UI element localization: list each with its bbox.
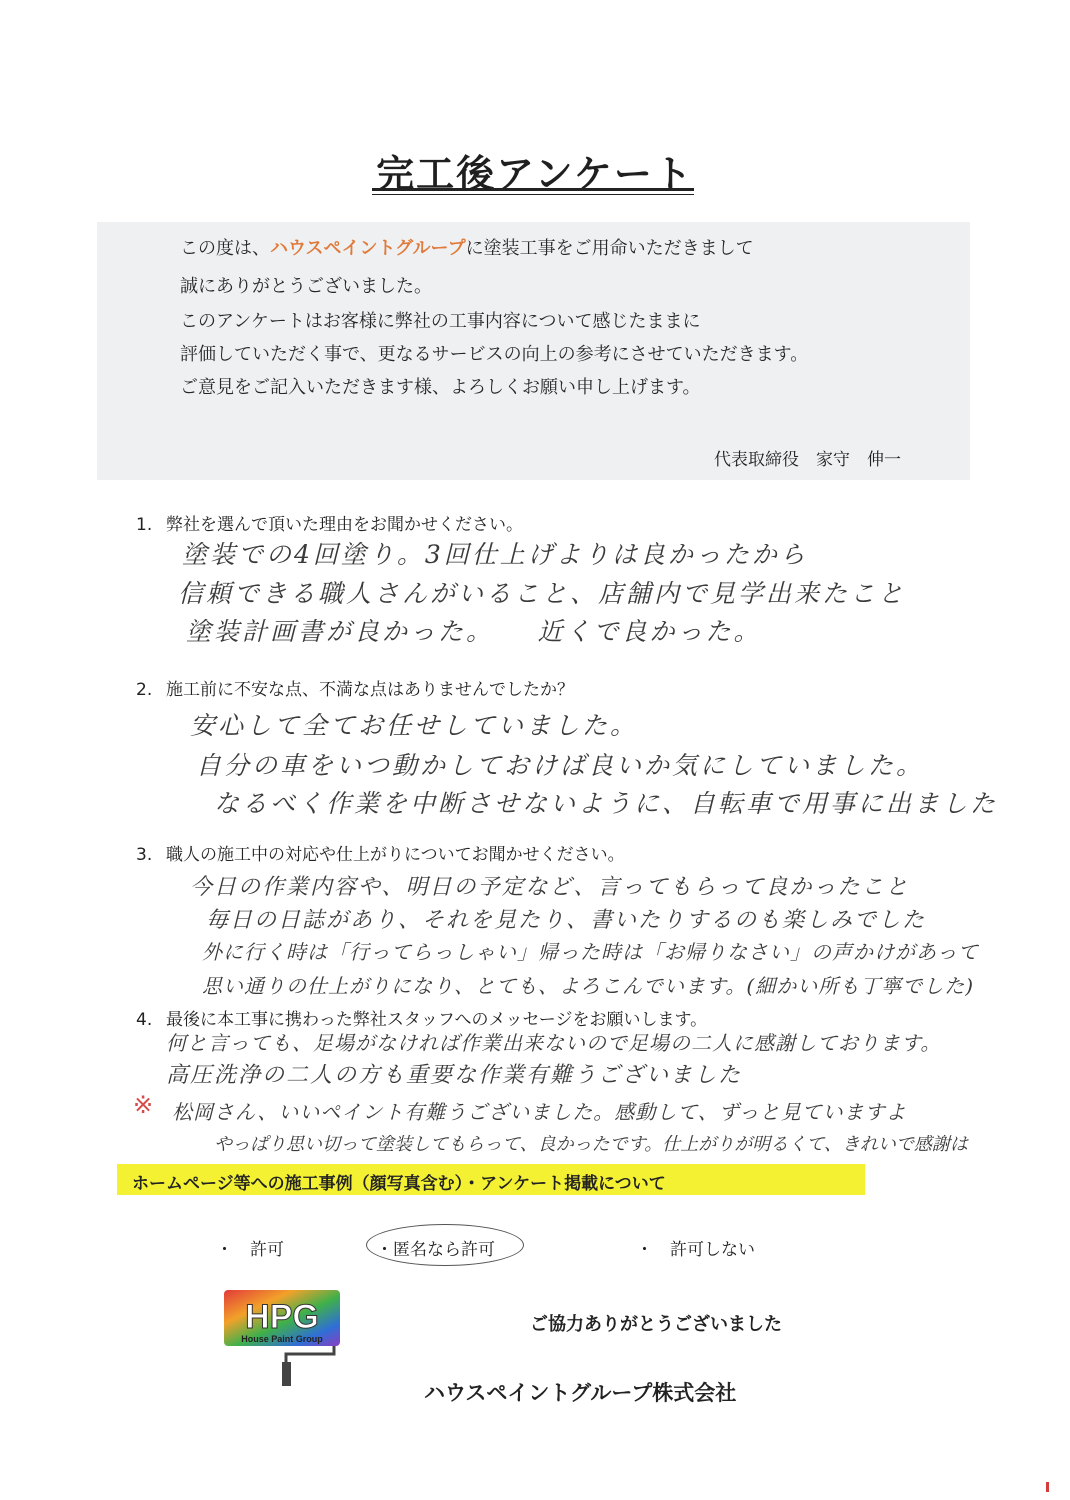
- intro-line-1: [180, 238, 754, 260]
- title-underline: [372, 188, 694, 191]
- question-4-number: 4.: [136, 1010, 153, 1030]
- question-2: [136, 675, 574, 700]
- question-3-number: 3.: [136, 845, 153, 865]
- intro-line-5: ご意見をご記入いただきます様、よろしくお願い申し上げます。: [180, 377, 701, 398]
- intro-line-1-pre: この度は、: [180, 238, 270, 259]
- answer-2-line-2: 自分の車をいつ動かしておけば良いか気にしていました。: [196, 751, 925, 780]
- answer-1-line-1: 塗装での4回塗り。3回仕上げよりは良かったから: [182, 540, 808, 569]
- answer-3-line-1: 今日の作業内容や、明日の予定など、言ってもらって良かったこと: [190, 875, 910, 900]
- option-anonymous-permit[interactable]: ・匿名なら許可: [376, 1240, 495, 1260]
- question-1-number: 1.: [136, 515, 153, 535]
- thanks-message: ご協力ありがとうございました: [530, 1314, 782, 1335]
- logo-subtitle: House Paint Group: [241, 1334, 323, 1344]
- answer-2-line-1: 安心して全てお任せしていました。: [190, 711, 639, 740]
- permission-heading: ホームページ等への施工事例（顔写真含む）・アンケート掲載について: [132, 1174, 666, 1194]
- answer-1-line-2: 信頼できる職人さんがいること、店舗内で見学出来たこと: [178, 579, 907, 608]
- answer-3-line-4: 思い通りの仕上がりになり、とても、よろこんでいます。(細かい所も丁寧でした): [202, 974, 975, 998]
- hpg-logo-graphic: [222, 1288, 344, 1388]
- question-2-number: 2.: [136, 680, 153, 700]
- intro-line-1-post: に塗装工事をご用命いただきまして: [465, 238, 754, 259]
- title-underline-thin: [372, 194, 694, 195]
- answer-1-line-3: 塗装計画書が良かった。 近くで良かった。: [186, 617, 762, 646]
- company-name: ハウスペイントグループ株式会社: [424, 1381, 737, 1405]
- option-permit[interactable]: ・ 許可: [216, 1240, 284, 1260]
- question-3-text: 職人の施工中の対応や仕上がりについてお聞かせください。: [166, 845, 625, 865]
- representative-signature: 代表取締役 家守 伸一: [714, 450, 901, 470]
- question-4-text: 最後に本工事に携わった弊社スタッフへのメッセージをお願いします。: [166, 1010, 708, 1030]
- brand-name: ハウスペイントグループ: [270, 238, 466, 259]
- asterisk-mark: ※: [132, 1091, 154, 1119]
- answer-4-line-4: やっぱり思い切って塗装してもらって、良かったです。仕上がりが明るくて、きれいで感謝は: [214, 1134, 968, 1155]
- logo-letters: HPG: [245, 1298, 319, 1336]
- question-2-text: 施工前に不安な点、不満な点はありませんでしたか？: [166, 680, 574, 700]
- intro-line-3: このアンケートはお客様に弊社の工事内容について感じたままに: [180, 311, 701, 332]
- question-1: [136, 510, 523, 535]
- hpg-logo: [222, 1288, 344, 1388]
- answer-3-line-2: 毎日の日誌があり、それを見たり、書いたりするのも楽しみでした: [206, 908, 927, 933]
- question-1-text: 弊社を選んで頂いた理由をお聞かせください。: [166, 515, 523, 535]
- answer-4-line-3: 松岡さん、いいペイント有難うございました。感動して、ずっと見ていますよ: [172, 1100, 907, 1124]
- answer-2-line-3: なるべく作業を中断させないように、自転車で用事に出ました: [214, 789, 999, 818]
- page-title: 完工後アンケート: [376, 152, 694, 196]
- intro-line-2: 誠にありがとうございました。: [180, 276, 432, 297]
- question-3: [136, 840, 625, 865]
- option-not-permit[interactable]: ・ 許可しない: [636, 1240, 755, 1260]
- edge-mark: [1046, 1482, 1049, 1492]
- answer-4-line-1: 何と言っても、足場がなければ作業出来ないので足場の二人に感謝しております。: [166, 1031, 942, 1055]
- answer-3-line-3: 外に行く時は「行ってらっしゃい」帰った時は「お帰りなさい」の声かけがあって: [202, 940, 979, 964]
- intro-line-4: 評価していただく事で、更なるサービスの向上の参考にさせていただきます。: [180, 344, 809, 365]
- answer-4-line-2: 高圧洗浄の二人の方も重要な作業有難うございました: [166, 1063, 743, 1088]
